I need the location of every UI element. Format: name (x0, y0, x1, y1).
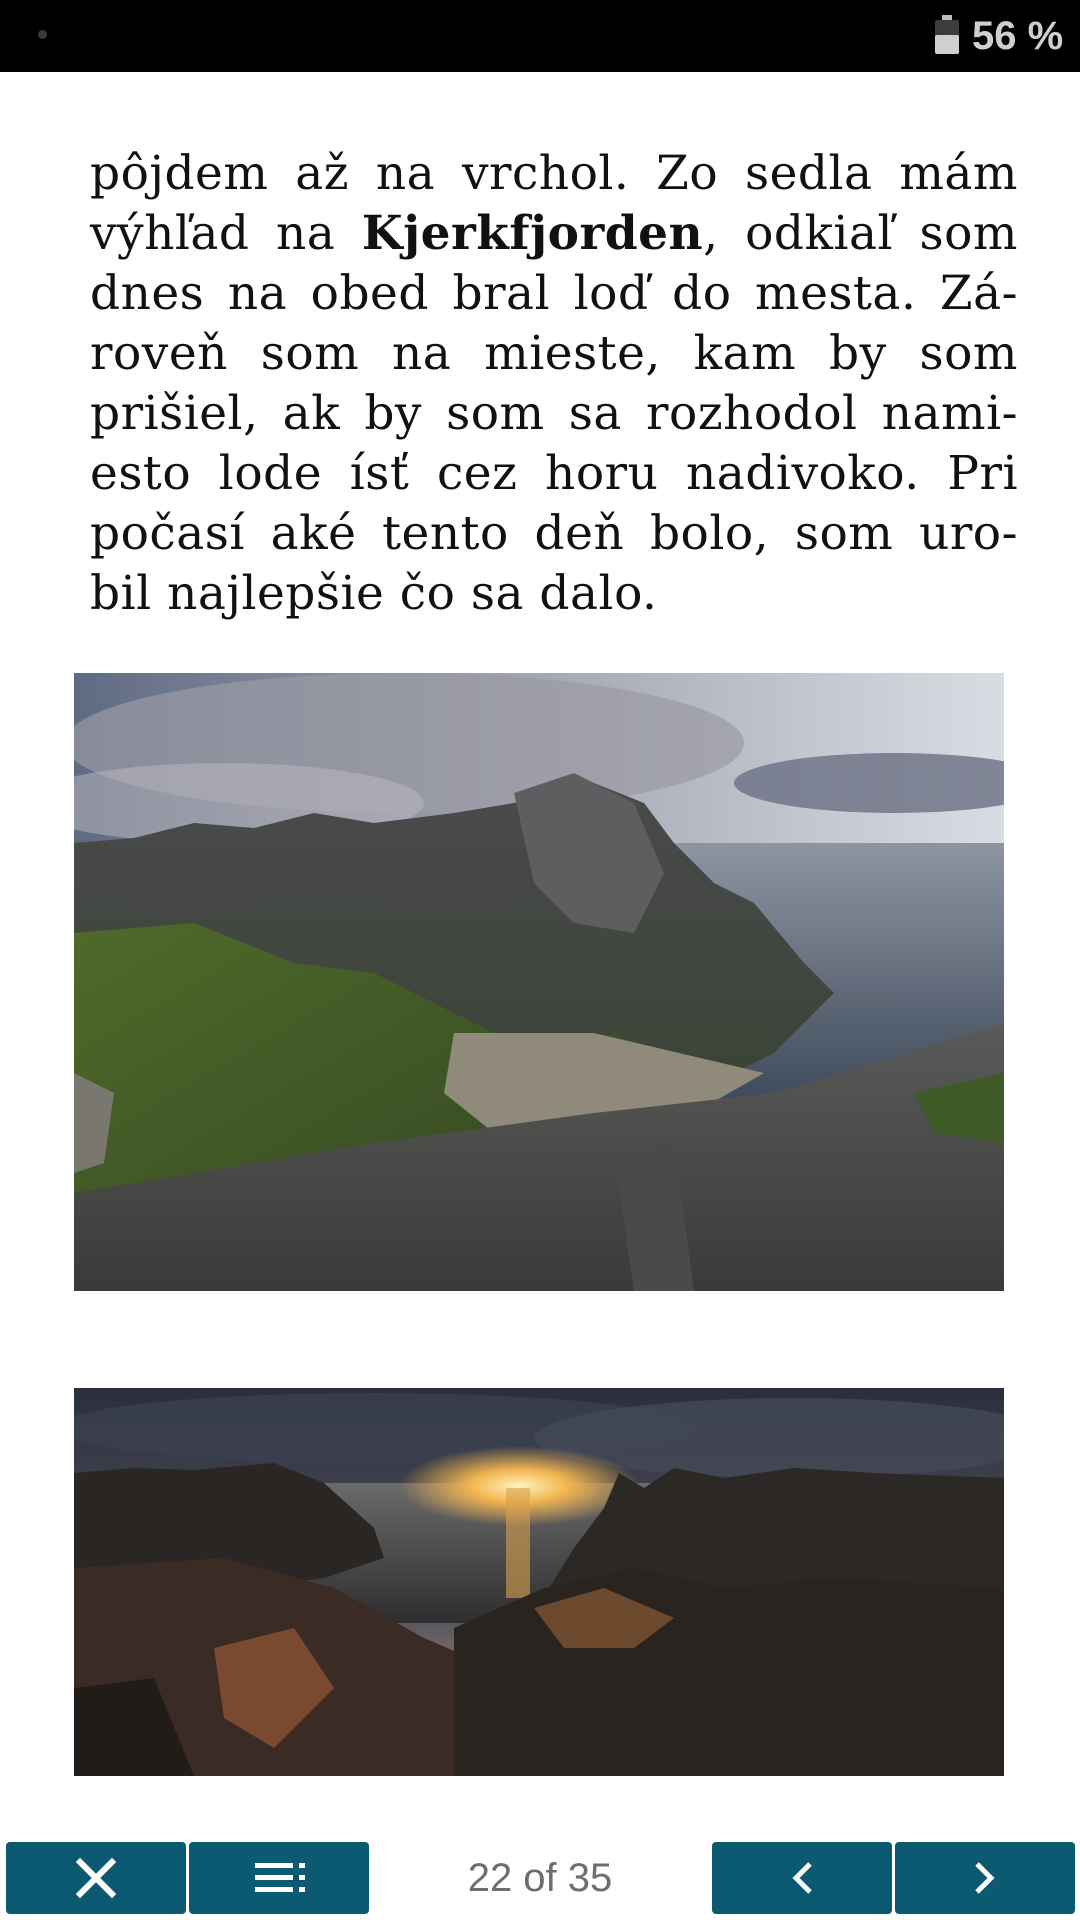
mountain-beach-photo (74, 673, 1004, 1291)
previous-page-button[interactable] (712, 1842, 892, 1914)
text-line: prišiel, ak by som sa rozhodol nami- (90, 386, 1018, 441)
table-of-contents-icon (189, 1842, 369, 1914)
text-line: roveň som na mieste, kam by som (90, 326, 1018, 381)
table-of-contents-button[interactable] (189, 1842, 369, 1914)
text-line: výhľad na Kjerkfjorden, odkiaľ som (90, 206, 1018, 261)
battery-icon (934, 15, 960, 55)
chevron-right-icon (895, 1842, 1075, 1914)
text-line: pôjdem až na vrchol. Zo sedla mám (90, 146, 1018, 201)
next-page-button[interactable] (895, 1842, 1075, 1914)
sunset-fjord-photo (74, 1388, 1004, 1776)
text-line: dnes na obed bral loď do mesta. Zá- (90, 266, 1018, 321)
reader-toolbar (0, 1842, 1080, 1920)
reader-page[interactable] (0, 72, 1080, 1842)
notification-dot (38, 30, 47, 39)
text-line: bil najlepšie čo sa dalo. (90, 566, 658, 621)
close-icon (6, 1842, 186, 1914)
chevron-left-icon (712, 1842, 892, 1914)
battery-percentage: 56 % (972, 14, 1064, 58)
reader-text (90, 144, 1018, 624)
status-bar (0, 0, 1080, 72)
text-line: esto lode ísť cez horu nadivoko. Pri (90, 446, 1018, 501)
close-button[interactable] (6, 1842, 186, 1914)
page-indicator: 22 of 35 (467, 1856, 613, 1900)
place-name: Kjerkfjorden (361, 206, 704, 261)
text-line: počasí aké tento deň bolo, som uro- (90, 506, 1018, 561)
